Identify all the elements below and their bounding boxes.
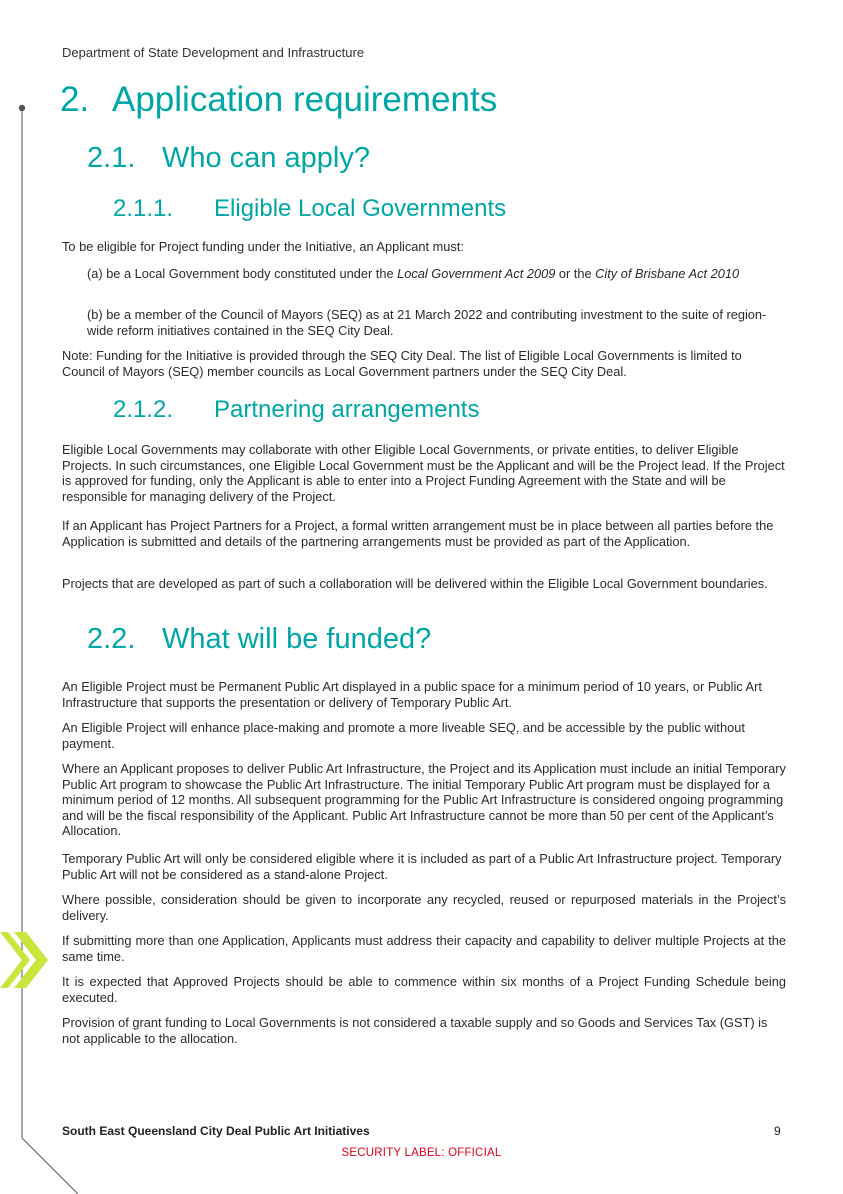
section-2-1-2-heading: [113, 396, 479, 424]
local-government-act: Local Government Act 2009: [397, 266, 556, 281]
eligibility-intro: To be eligible for Project funding under the Initiative, an Applicant must:: [62, 239, 464, 254]
section-number: 2.1.: [87, 142, 136, 174]
section-title: What will be funded?: [162, 623, 432, 655]
funded-paragraph-2: An Eligible Project will enhance place-making and promote a more liveable SEQ, and be accessible by the public without payment.: [62, 720, 745, 751]
section-title: Who can apply?: [162, 142, 370, 174]
funded-paragraph-8: Provision of grant funding to Local Governments is not considered a taxable supply and so Goods and Services Tax (GST) is not applicable to the allocation.: [62, 1015, 768, 1046]
page-number: 9: [774, 1124, 781, 1138]
footer-document-title: South East Queensland City Deal Public Art Initiatives: [62, 1124, 370, 1138]
department-header: Department of State Development and Infrastructure: [62, 45, 365, 60]
funded-paragraph-7: It is expected that Approved Projects should be able to commence within six months of a Project Funding Schedule being executed.: [62, 974, 786, 1005]
eligibility-item-a: [87, 266, 785, 282]
section-title: Eligible Local Governments: [214, 195, 507, 222]
section-title: Partnering arrangements: [214, 396, 480, 423]
partnering-paragraph-1: Eligible Local Governments may collaborate with other Eligible Local Governments, or private entities, to deliver Eligible Projects. In such circumstances, one Eligible Local Government must be the Applicant and will be the Project lead. If the Project is approved for funding, only the Applicant is able to enter into a Project Funding Agreement with the State and will be responsible for managing delivery of the Project.: [62, 442, 785, 504]
partnering-paragraph-2: If an Applicant has Project Partners for a Project, a formal written arrangement must be in place between all parties before the Application is submitted and details of the partnering arrangements must be provided as part of the Application.: [62, 518, 774, 549]
chevron-arrows-icon: [0, 932, 48, 988]
item-a-text: (a) be a Local Government body constituted under the: [87, 266, 398, 281]
partnering-paragraph-3: Projects that are developed as part of such a collaboration will be delivered within the Eligible Local Government boundaries.: [62, 576, 768, 591]
section-2-1-heading: [87, 142, 370, 175]
funded-paragraph-1: An Eligible Project must be Permanent Public Art displayed in a public space for a minimum period of 10 years, or Public Art Infrastructure that supports the presentation or delivery of Temporary Public Art.: [62, 679, 762, 710]
city-of-brisbane-act: City of Brisbane Act 2010: [595, 266, 740, 281]
section-2-1-1-heading: [113, 195, 506, 223]
margin-rule-dot: [19, 105, 25, 111]
section-number: 2.: [60, 80, 90, 119]
section-2-heading: [60, 80, 497, 120]
funded-paragraph-4: Temporary Public Art will only be considered eligible where it is included as part of a Public Art Infrastructure project. Temporary Public Art will not be considered as a stand-alone Project.: [62, 851, 782, 882]
section-2-2-heading: [87, 623, 431, 656]
section-number: 2.1.2.: [113, 396, 174, 423]
funded-paragraph-6: If submitting more than one Application, Applicants must address their capacity and capability to deliver multiple Projects at the same time.: [62, 933, 786, 964]
section-number: 2.1.1.: [113, 195, 174, 222]
section-number: 2.2.: [87, 623, 136, 655]
security-label: SECURITY LABEL: OFFICIAL: [341, 1147, 502, 1159]
funded-paragraph-5: Where possible, consideration should be given to incorporate any recycled, reused or repurposed materials in the Project’s delivery.: [62, 892, 786, 923]
section-title: Application requirements: [112, 80, 498, 119]
item-a-conjunction: or the: [555, 266, 596, 281]
eligibility-item-b: (b) be a member of the Council of Mayors (SEQ) as at 21 March 2022 and contributing investment to the suite of region-wide reform initiatives contained in the SEQ City Deal.: [87, 307, 767, 338]
funded-paragraph-3: Where an Applicant proposes to deliver Public Art Infrastructure, the Project and its Application must include an initial Temporary Public Art program to showcase the Public Art Infrastructure. The initial Temporary Public Art program must be displayed for a minimum period of 12 months. All subsequent programming for the Public Art Infrastructure is considered ongoing programming and will be the fiscal responsibility of the Applicant. Public Art Infrastructure cannot be more than 50 per cent of the Applicant’s Allocation.: [62, 761, 786, 839]
funding-note: Note: Funding for the Initiative is provided through the SEQ City Deal. The list of Eligible Local Governments is limited to Council of Mayors (SEQ) member councils as Local Government partners under the SEQ City Deal.: [62, 348, 742, 379]
